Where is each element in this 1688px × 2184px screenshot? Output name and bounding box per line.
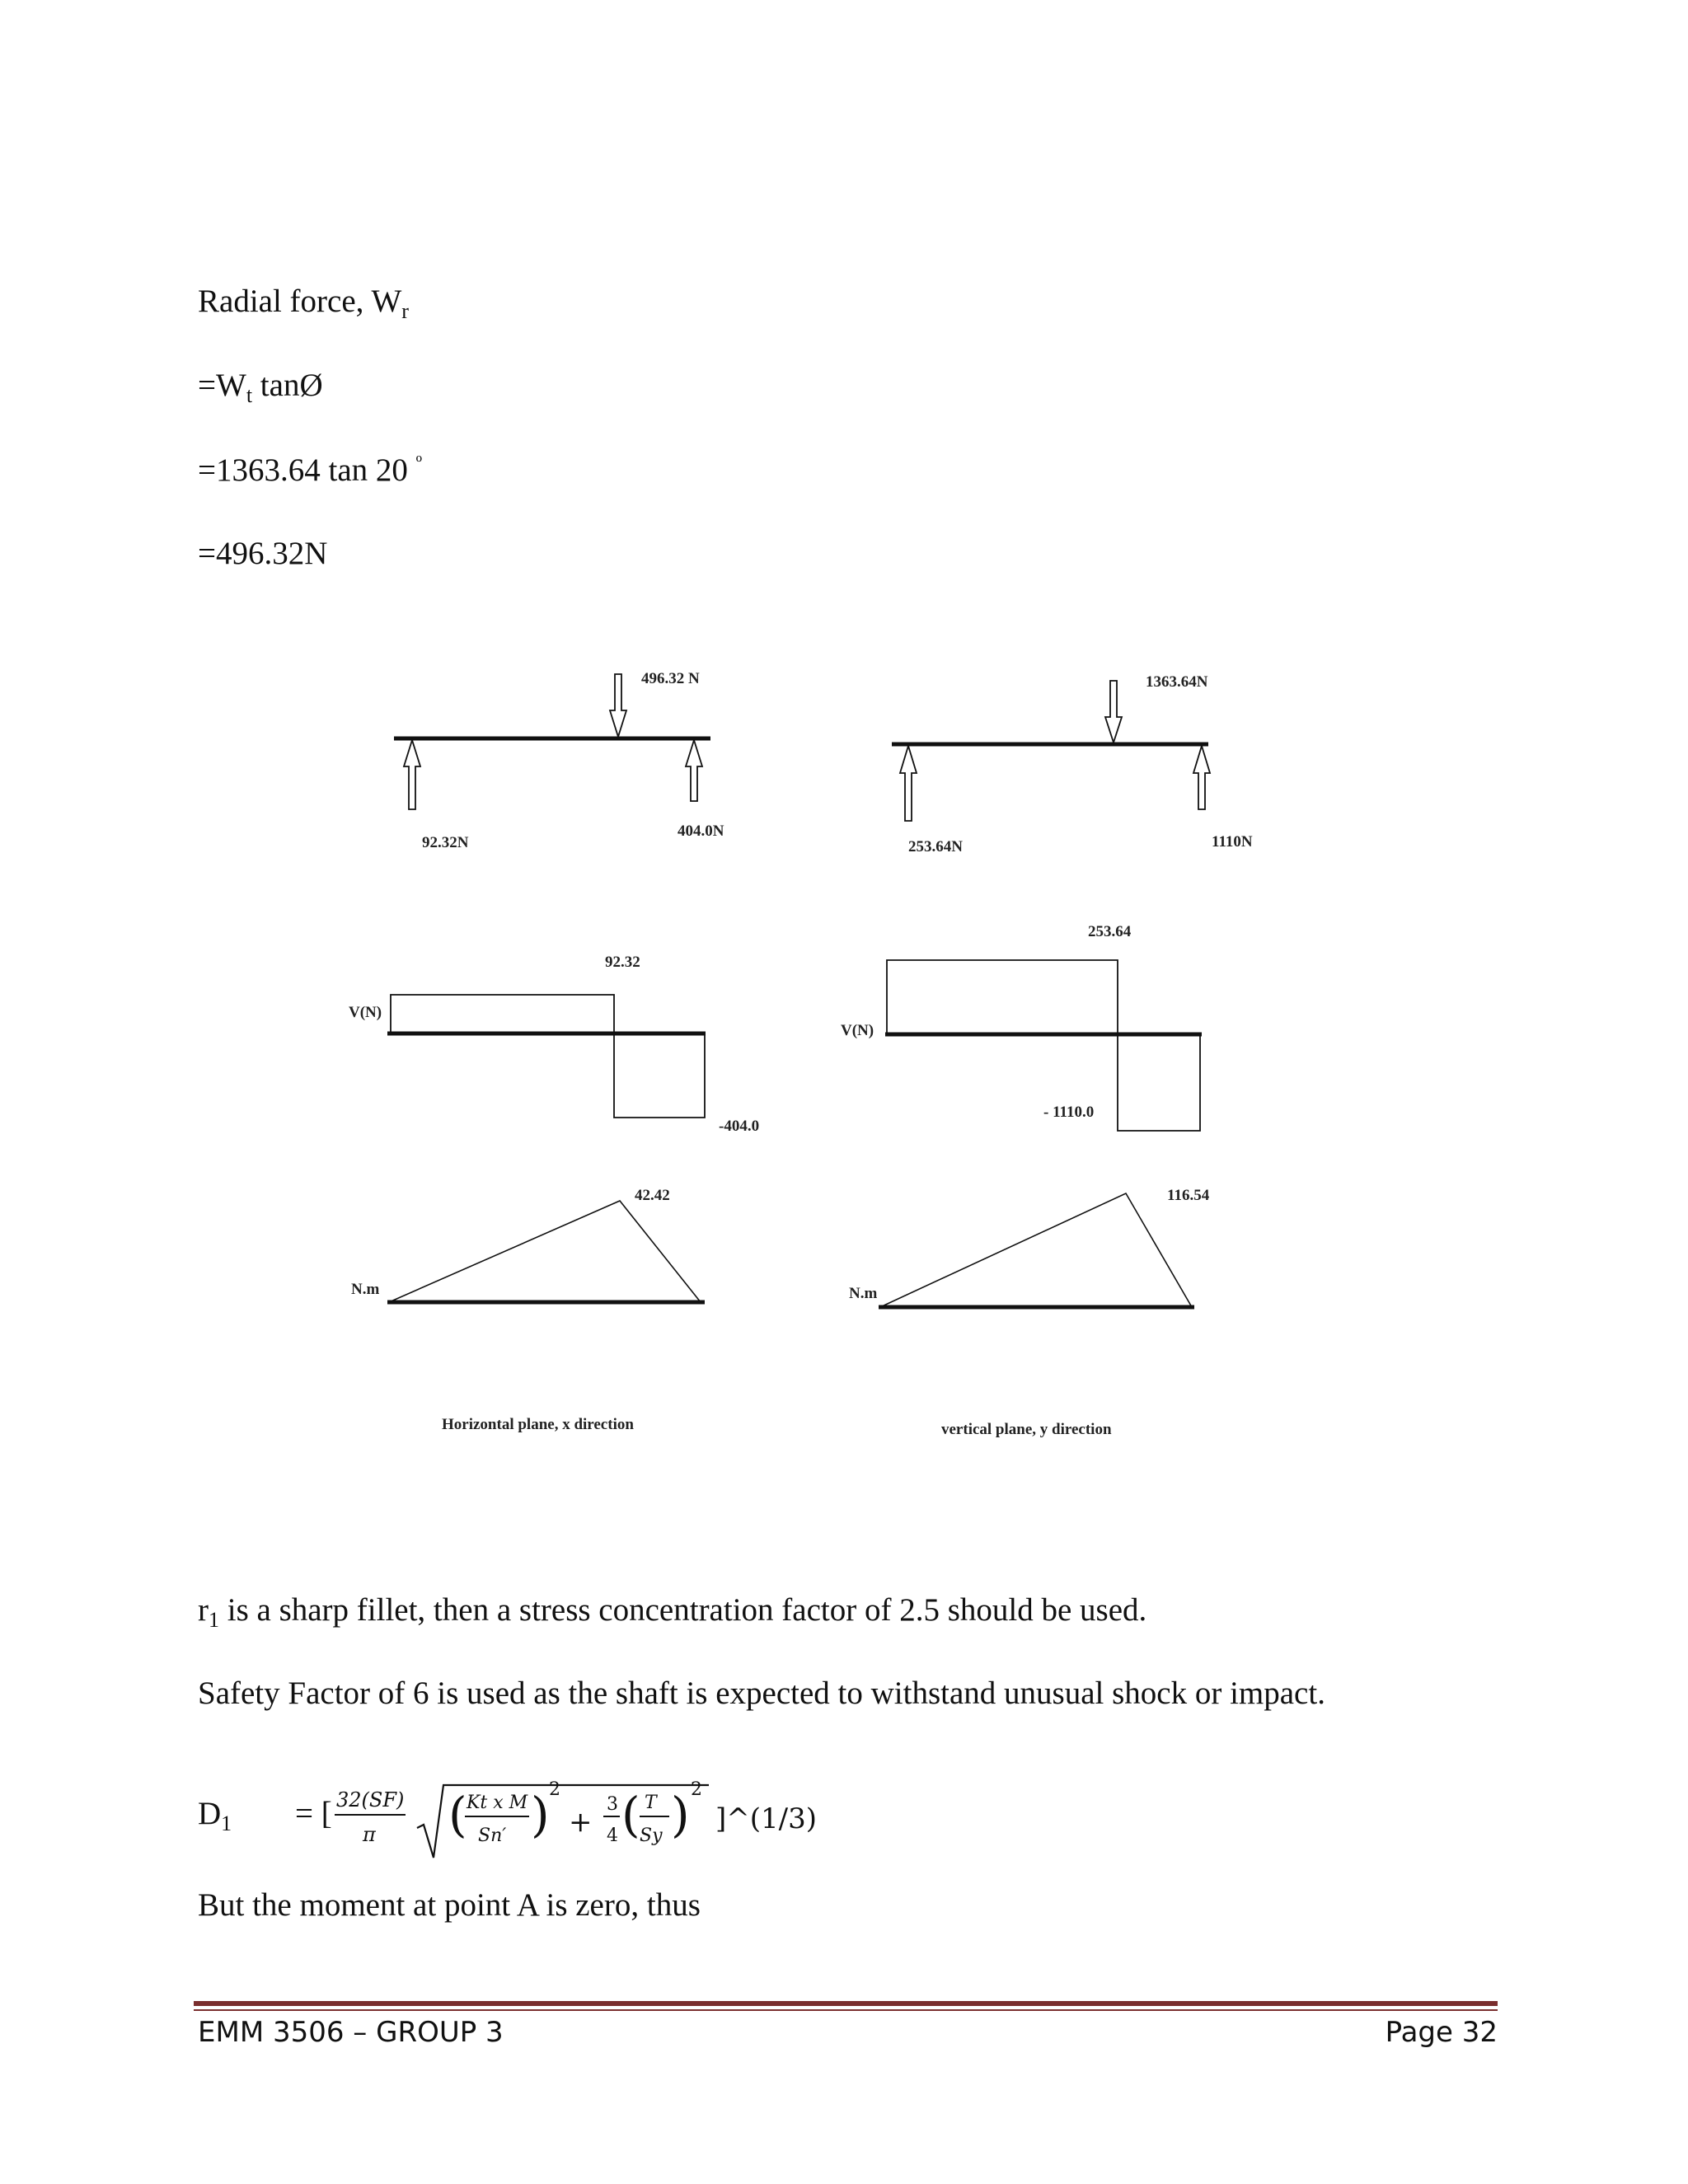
footer-course: EMM 3506 – GROUP 3	[198, 2016, 504, 2049]
paren-close-1: )	[531, 1787, 550, 1843]
formula-tail: ]^(1/3)	[715, 1802, 818, 1835]
equation-1-suffix: tanØ	[252, 368, 323, 403]
footer-page-number: Page 32	[1385, 2016, 1498, 2049]
left-reaction-left-label: 92.32N	[422, 834, 469, 851]
formula-lhs-subscript: 1	[221, 1811, 232, 1835]
frac1-numerator: 32(SF)	[336, 1788, 405, 1811]
frac4-denominator: Sy	[640, 1825, 663, 1846]
paren-open-2: (	[621, 1787, 640, 1843]
paren-open-1: (	[448, 1787, 467, 1843]
right-shear-positive-label: 253.64	[1088, 923, 1132, 940]
left-shear-negative-label: -404.0	[719, 1118, 760, 1135]
right-reaction-left-label: 253.64N	[908, 838, 963, 855]
right-moment-axis-label: N.m	[849, 1285, 878, 1302]
frac1-denominator: π	[363, 1823, 376, 1846]
equation-1-subscript: t	[246, 383, 253, 407]
left-reaction-right-arrow	[686, 740, 702, 801]
safety-factor-line: Safety Factor of 6 is used as the shaft is expected to withstand unusual shock or impact.	[198, 1675, 1325, 1711]
right-load-arrow	[1105, 681, 1122, 743]
exponent-1: 2	[549, 1779, 560, 1800]
moment-line: But the moment at point A is zero, thus	[198, 1887, 701, 1923]
left-shear-negative	[614, 1033, 705, 1118]
diameter-formula	[198, 1772, 1022, 1863]
left-moment-axis-label: N.m	[351, 1281, 380, 1298]
left-reaction-left-arrow	[404, 740, 420, 809]
fillet-text: is a sharp fillet, then a stress concentration factor of 2.5 should be used.	[219, 1592, 1147, 1628]
paren-close-2: )	[671, 1787, 690, 1843]
right-shear-axis-label: V(N)	[841, 1022, 874, 1039]
fillet-prefix: r	[198, 1592, 209, 1628]
right-shear-negative-label: - 1110.0	[1043, 1104, 1095, 1121]
plus-sign: +	[569, 1806, 593, 1839]
left-shear-positive	[391, 995, 614, 1033]
equation-3-text: =496.32N	[198, 536, 328, 571]
radial-force-label: Radial force, W	[198, 284, 402, 319]
right-moment-max-label: 116.54	[1167, 1187, 1210, 1204]
right-shear-negative	[1118, 1034, 1200, 1131]
frac4-numerator: T	[645, 1793, 657, 1813]
exponent-2: 2	[691, 1779, 702, 1800]
right-reaction-right-arrow	[1193, 746, 1210, 809]
degree-symbol: º	[415, 452, 423, 474]
formula-body	[198, 1772, 1022, 1863]
right-reaction-left-arrow	[900, 746, 917, 821]
left-moment-curve	[389, 1201, 701, 1302]
frac2-numerator: Kt x M	[467, 1793, 528, 1813]
fillet-line	[198, 1594, 1146, 1631]
left-moment-max-label: 42.42	[635, 1187, 670, 1204]
left-caption: Horizontal plane, x direction	[442, 1416, 634, 1433]
equation-1-prefix: =W	[198, 368, 246, 403]
footer-rule-thin	[194, 2009, 1498, 2011]
right-load-label: 1363.64N	[1146, 673, 1208, 691]
frac2-denominator: Sn′	[478, 1825, 507, 1846]
right-moment-curve	[880, 1193, 1192, 1307]
formula-lhs-symbol: D	[198, 1796, 222, 1831]
right-shear-positive	[887, 960, 1118, 1034]
left-load-label: 496.32 N	[641, 670, 700, 687]
frac3-numerator: 3	[607, 1794, 618, 1815]
radial-force-subscript: r	[401, 299, 409, 323]
frac3-denominator: 4	[607, 1825, 618, 1846]
right-caption: vertical plane, y direction	[941, 1421, 1112, 1438]
fillet-subscript: 1	[209, 1608, 219, 1632]
footer-rule-thick	[194, 2001, 1498, 2006]
formula-equals-bracket: = [	[295, 1796, 332, 1831]
left-reaction-right-label: 404.0N	[678, 823, 724, 840]
left-shear-axis-label: V(N)	[349, 1004, 382, 1021]
right-reaction-right-label: 1110N	[1212, 833, 1253, 851]
equation-2-text: =1363.64 tan 20	[198, 452, 416, 488]
left-shear-positive-label: 92.32	[605, 954, 640, 971]
left-load-arrow	[610, 674, 626, 737]
